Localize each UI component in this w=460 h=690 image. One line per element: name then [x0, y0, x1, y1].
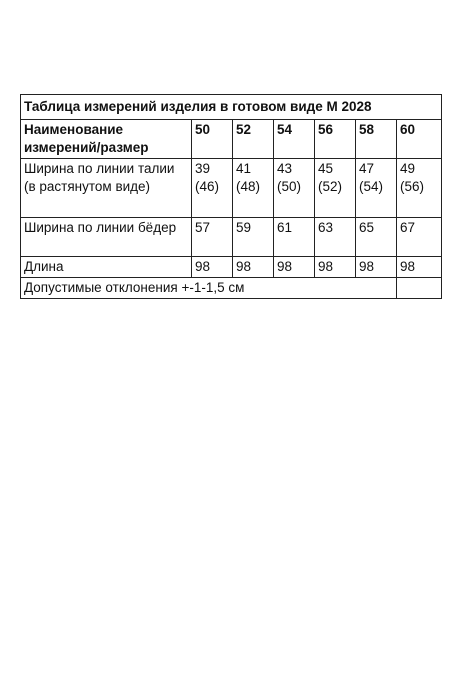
row-label: Длина — [21, 257, 192, 278]
table-cell: 59 — [233, 218, 274, 257]
header-name-label: Наименование измерений/размер — [21, 120, 192, 159]
row-label: Ширина по линии талии (в растянутом виде) — [21, 159, 192, 218]
cell-value: 39 — [195, 161, 211, 176]
cell-value: 45 — [318, 161, 334, 176]
table-cell: 65 — [356, 218, 397, 257]
table-cell: 98 — [233, 257, 274, 278]
table-cell — [233, 159, 274, 218]
cell-stretched-value: (48) — [236, 179, 261, 194]
table-footer-row — [21, 278, 442, 299]
table-cell: 98 — [192, 257, 233, 278]
table-cell — [356, 159, 397, 218]
table-cell: 98 — [356, 257, 397, 278]
header-size: 52 — [233, 120, 274, 159]
table-cell — [397, 159, 442, 218]
table-cell: 67 — [397, 218, 442, 257]
table-cell — [192, 159, 233, 218]
table-header-row — [21, 120, 442, 159]
table-cell: 98 — [397, 257, 442, 278]
tolerance-note: Допустимые отклонения +-1-1,5 см — [21, 278, 397, 299]
cell-stretched-value: (54) — [359, 179, 384, 194]
table-cell — [274, 159, 315, 218]
cell-stretched-value: (52) — [318, 179, 343, 194]
header-size: 50 — [192, 120, 233, 159]
measurement-table — [20, 94, 442, 299]
cell-stretched-value: (46) — [195, 179, 220, 194]
cell-stretched-value: (56) — [400, 179, 425, 194]
header-size: 60 — [397, 120, 442, 159]
table-cell: 98 — [274, 257, 315, 278]
table-row — [21, 257, 442, 278]
table-row — [21, 159, 442, 218]
table-title: Таблица измерений изделия в готовом виде М 2028 — [21, 95, 442, 120]
cell-value: 41 — [236, 161, 252, 176]
empty-cell — [397, 278, 442, 299]
header-size: 56 — [315, 120, 356, 159]
table-cell: 98 — [315, 257, 356, 278]
table-cell: 63 — [315, 218, 356, 257]
cell-value: 47 — [359, 161, 375, 176]
header-size: 54 — [274, 120, 315, 159]
table-cell — [315, 159, 356, 218]
table-cell: 61 — [274, 218, 315, 257]
header-size: 58 — [356, 120, 397, 159]
cell-value: 49 — [400, 161, 416, 176]
table-title-row — [21, 95, 442, 120]
table-row — [21, 218, 442, 257]
cell-stretched-value: (50) — [277, 179, 302, 194]
table-cell: 57 — [192, 218, 233, 257]
cell-value: 43 — [277, 161, 293, 176]
row-label: Ширина по линии бёдер — [21, 218, 192, 257]
